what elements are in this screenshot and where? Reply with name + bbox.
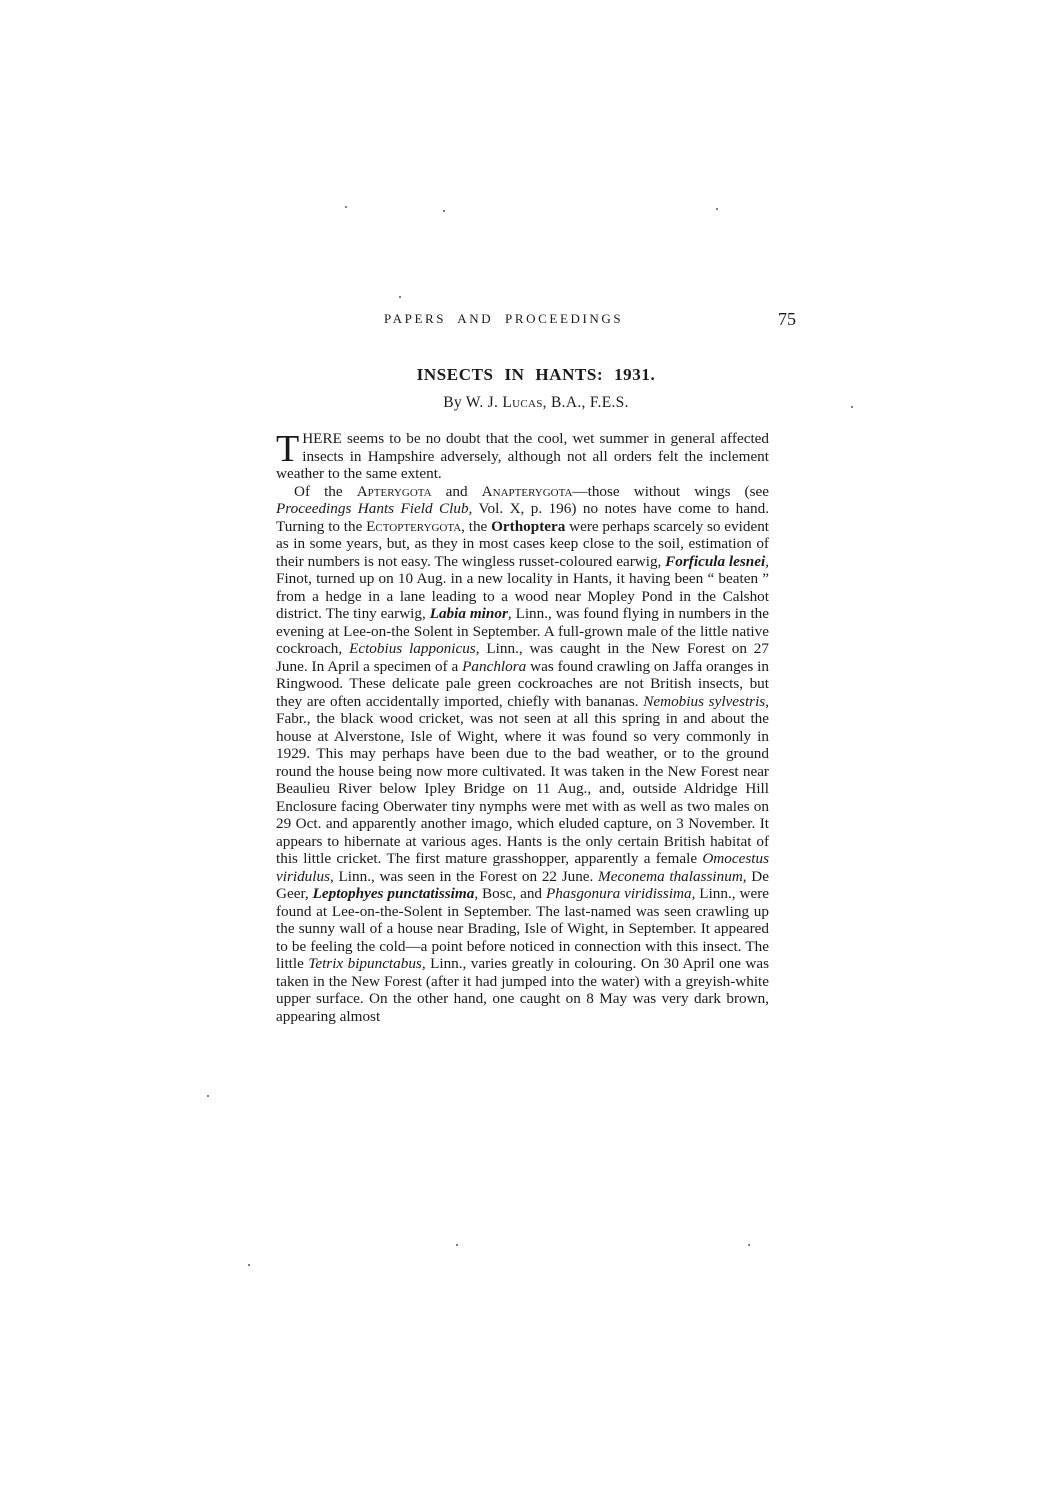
text-span: Of the: [294, 482, 357, 500]
species-name: Leptophyes punctatissima: [312, 885, 475, 902]
taxon-order-heading: Orthoptera: [491, 517, 566, 535]
species-name: Omocestus viridulus: [276, 850, 769, 885]
scan-speck: [456, 1244, 458, 1246]
scan-speck: [851, 406, 853, 408]
article-body: [276, 430, 769, 1025]
species-name: Tetrix bipunctabus: [308, 955, 422, 972]
running-head-title: PAPERS AND PROCEEDINGS: [384, 311, 624, 326]
text-span: was found crawling on Jaffa oranges in Ringwood. These delicate pale green cockroaches are not British insects, but they are often accidentally imported, chiefly with bananas.: [276, 657, 769, 710]
text-span: Vol. X, p. 196) no notes have come to hand. Turning to the: [276, 500, 769, 535]
species-name: Nemobius sylvestris: [643, 692, 766, 710]
text-span: , the: [461, 517, 492, 535]
byline-prefix: By W. J.: [443, 394, 503, 411]
text-span: were perhaps scarcely so evident as in some years, but, as they in most cases keep close to the soil, estimation of their numbers is not easy. The wingless russet-coloured earwig,: [276, 517, 770, 570]
species-name: Labia minor: [429, 605, 508, 622]
scan-speck: [207, 1095, 209, 1097]
scan-speck: [248, 1264, 250, 1266]
text-span: , Linn., were found at Lee-on-the-Solent in September. The last-named was seen crawling up the sunny wall of a house near Brading, Isle of Wight, in September. It appeared to be feeling the cold—a point before noticed in connection with this insect. The little: [276, 885, 770, 972]
species-name: Ectobius lapponicus: [349, 640, 476, 657]
byline-author-name: Lucas: [502, 394, 543, 411]
page-number: 75: [778, 309, 796, 329]
scan-speck: [716, 208, 718, 210]
scan-speck: [443, 210, 445, 212]
taxon-order-name: Apterygota: [356, 482, 432, 500]
byline: [276, 394, 796, 412]
taxon-order-name: Anapterygota: [481, 482, 573, 500]
text-span: , De Geer,: [276, 867, 770, 902]
drop-cap: T: [276, 428, 300, 470]
scan-speck: [748, 1244, 750, 1246]
taxon-order-name: Ectopterygota: [366, 517, 462, 535]
species-name: Forficula lesnei: [665, 552, 766, 570]
paragraph-intro-text: HERE seems to be no doubt that the cool, wet summer in general affected insects in Hampshire adversely, although not all orders felt the inclement weather to the same extent.: [276, 430, 769, 482]
text-span: , Linn., was found flying in numbers in the evening at Lee-on-the Solent in September. A full-grown male of the little native cockroach,: [276, 605, 769, 657]
text-span: , Linn., was caught in the New Forest on 27 June. In April a specimen of a: [276, 640, 769, 675]
scan-speck: [399, 296, 401, 298]
species-name: Panchlora: [462, 657, 527, 675]
article-title: INSECTS IN HANTS: 1931.: [416, 365, 656, 384]
paragraph-intro: [276, 430, 769, 483]
text-span: , Linn., was seen in the Forest on 22 June.: [330, 867, 599, 885]
species-name: Meconema thalassinum: [598, 867, 743, 885]
byline-suffix: , B.A., F.E.S.: [542, 394, 629, 411]
species-name: Phasgonura viridissima: [545, 885, 692, 902]
text-span: and: [431, 482, 482, 500]
text-span: —those without wings (see: [572, 482, 769, 500]
running-head: [276, 309, 796, 333]
text-span: , Linn., varies greatly in colouring. On 30 April one was taken in the New Forest (after it had jumped into the water) with a greyish-white upper surface. On the other hand, one caught on 8 May was very dark brown, appearing almost: [276, 955, 769, 1025]
text-span: , Bosc, and: [474, 885, 546, 902]
text-span: , Finot, turned up on 10 Aug. in a new locality in Hants, it having been “ beaten ” from a hedge in a lane leading to a wood near Mopley Pond in the Calshot district. The tiny earwig,: [276, 552, 769, 622]
scan-speck: [345, 206, 347, 208]
journal-reference: Proceedings Hants Field Club,: [276, 500, 473, 517]
paragraph-orthoptera: [276, 483, 769, 1026]
text-span: , Fabr., the black wood cricket, was not seen at all this spring in and about the house at Alverstone, Isle of Wight, where it was found so very commonly in 1929. This may perhaps have been due to the bad weather, or to the ground round the house being now more cultivated. It was taken in the New Forest near Beaulieu River below Ipley Bridge on 11 Aug., and, outside Aldridge Hill Enclosure facing Oberwater tiny nymphs were met with as well as two males on 29 Oct. and apparently another imago, which eluded capture, on 3 November. It appears to hibernate at various ages. Hants is the only certain British habitat of this little cricket. The first mature grasshopper, apparently a female: [276, 692, 770, 867]
